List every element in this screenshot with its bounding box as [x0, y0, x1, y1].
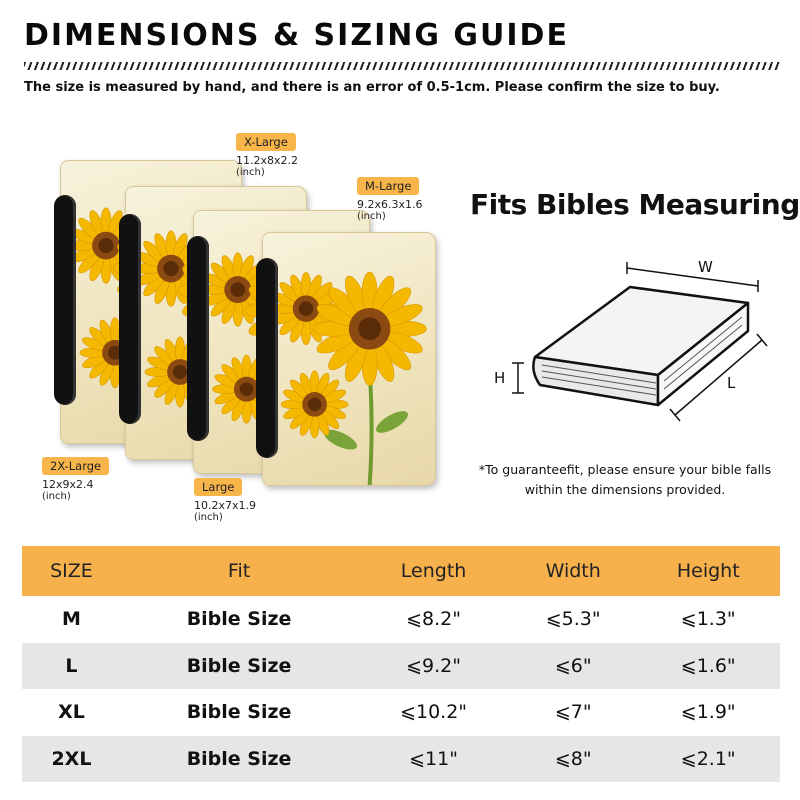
- column-header: Height: [637, 546, 781, 596]
- page-title: DIMENSIONS & SIZING GUIDE: [24, 18, 569, 53]
- size-tag-m: [357, 175, 423, 222]
- size-tag-unit: (inch): [357, 211, 386, 222]
- size-tag-dims: 12x9x2.4: [42, 478, 94, 491]
- table-cell: ⩽7": [554, 701, 592, 724]
- column-header: Fit: [121, 546, 357, 596]
- table-cell: M: [61, 608, 81, 631]
- size-tag-xl: [236, 131, 298, 178]
- table-cell: ⩽5.3": [545, 608, 601, 631]
- table-cell: Bible Size: [121, 643, 357, 690]
- table-cell: L: [22, 643, 121, 690]
- table-cell: ⩽1.6": [637, 643, 781, 690]
- w-label: W: [698, 258, 713, 276]
- size-table: [22, 546, 780, 782]
- bag-handle-icon: [119, 214, 141, 424]
- size-tag-label: X-Large: [236, 133, 296, 151]
- table-cell: ⩽6": [510, 643, 637, 690]
- size-tag-label: M-Large: [357, 177, 419, 195]
- cover-m: [262, 232, 436, 486]
- table-cell: ⩽8": [510, 736, 637, 783]
- table-cell: ⩽2.1": [637, 736, 781, 783]
- table-cell: ⩽9.2": [357, 643, 510, 690]
- table-cell: Bible Size: [121, 736, 357, 783]
- table-cell: ⩽8.2": [406, 608, 461, 631]
- table-cell: ⩽11": [357, 736, 510, 783]
- size-tag-dims: 9.2x6.3x1.6: [357, 198, 423, 211]
- table-cell: Bible Size: [186, 701, 292, 724]
- table-cell: 2XL: [22, 736, 121, 783]
- fit-note: *To guaranteefit, please ensure your bible falls within the dimensions provided.: [478, 462, 772, 497]
- size-tag-unit: (inch): [42, 491, 71, 502]
- book-outline-icon: [490, 245, 780, 445]
- table-row: [22, 643, 780, 690]
- column-header: Length: [357, 546, 510, 596]
- table-cell: ⩽10.2": [400, 701, 468, 724]
- table-cell: XL: [58, 701, 85, 724]
- size-tag-label: 2X-Large: [42, 457, 109, 475]
- size-tag-dims: 11.2x8x2.2: [236, 154, 299, 167]
- h-label: H: [494, 369, 506, 387]
- column-header: SIZE: [22, 546, 121, 596]
- size-tag-l: [194, 476, 256, 523]
- size-tag-label: Large: [194, 478, 242, 496]
- size-tag-2xl: [42, 455, 109, 502]
- page-subtitle: The size is measured by hand, and there is an error of 0.5-1cm. Please confirm the size to buy.: [24, 80, 720, 95]
- table-row: [22, 689, 780, 736]
- column-header: Width: [510, 546, 637, 596]
- sunflower-art: [263, 233, 435, 485]
- bag-handle-icon: [54, 195, 76, 405]
- bag-handle-icon: [256, 258, 278, 458]
- title-divider: [24, 62, 781, 70]
- table-cell: ⩽1.3": [680, 608, 736, 631]
- table-cell: Bible Size: [186, 608, 292, 631]
- table-row: [22, 596, 780, 643]
- table-row: [22, 736, 780, 783]
- fits-title: Fits Bibles Measuring: [470, 188, 800, 221]
- bag-handle-icon: [187, 236, 209, 441]
- size-tag-unit: (inch): [194, 512, 223, 523]
- l-label: L: [727, 374, 736, 392]
- table-cell: ⩽1.9": [680, 701, 736, 724]
- size-tag-dims: 10.2x7x1.9: [194, 499, 257, 512]
- size-tag-unit: (inch): [236, 167, 265, 178]
- table-header-row: [22, 546, 780, 596]
